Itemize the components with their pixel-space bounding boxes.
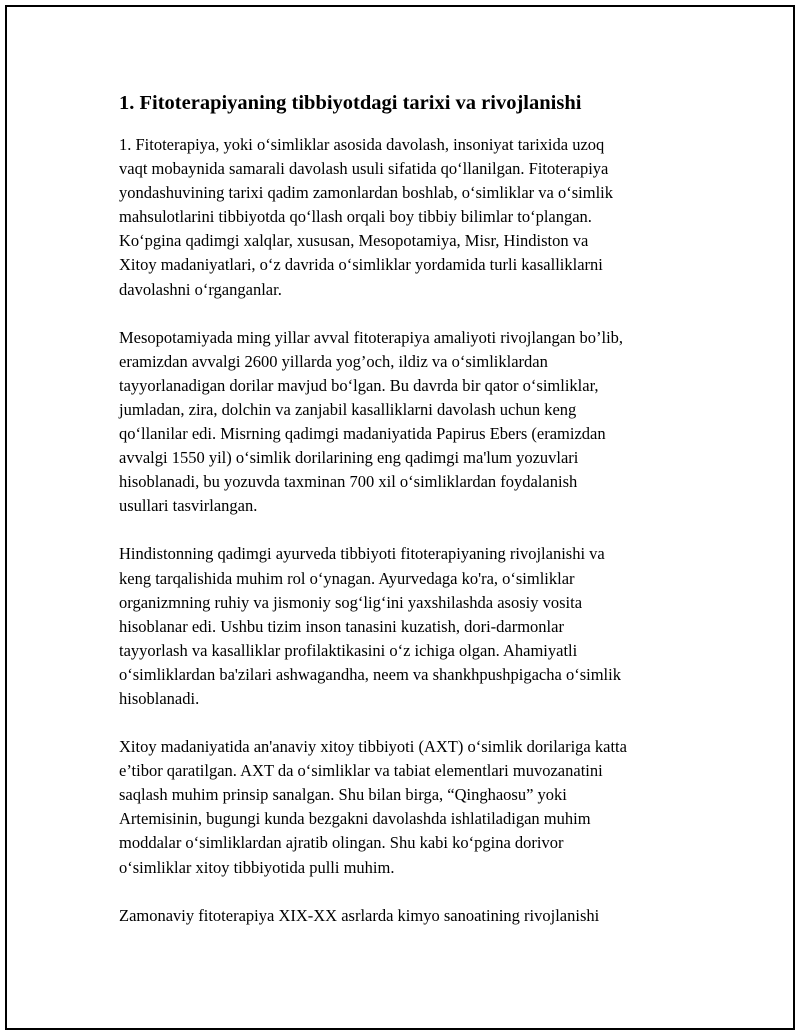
text-line: keng tarqalishida muhim rol o‘ynagan. Ayurvedaga ko'ra, o‘simliklar [119,568,575,588]
paragraph-modern [119,904,719,928]
text-line: o‘simliklardan ba'zilari ashwagandha, neem va shankhpushpigacha o‘simlik [119,664,621,684]
text-line: vaqt mobaynida samarali davolash usuli sifatida qo‘llanilgan. Fitoterapiya [119,159,609,179]
text-line: organizmning ruhiy va jismoniy sog‘lig‘ini yaxshilashda asosiy vosita [119,592,583,612]
text-line: Hindistonning qadimgi ayurveda tibbiyoti fitoterapiyaning rivojlanishi va [119,544,605,564]
text-line: hisoblanadi, bu yozuvda taxminan 700 xil o‘simliklardan foydalanish [119,472,578,492]
text-line: moddalar o‘simliklardan ajratib olingan. Shu kabi ko‘pgina dorivor [119,833,564,853]
text-line: avvalgi 1550 yil) o‘simlik dorilarining eng qadimgi ma'lum yozuvlari [119,448,579,468]
text-line: o‘simliklar xitoy tibbiyotida pulli muhim. [119,857,395,877]
text-line: Xitoy madaniyatlari, o‘z davrida o‘simliklar yordamida turli kasalliklarni [119,255,603,275]
text-line: tayyorlash va kasalliklar profilaktikasini o‘z ichiga olgan. Ahamiyatli [119,640,578,660]
text-line: eramizdan avvalgi 2600 yillarda yog’och, ildiz va o‘simliklardan [119,351,548,371]
text-line: usullari tasvirlangan. [119,496,258,516]
text-line: Mesopotamiyada ming yillar avval fitoterapiya amaliyoti rivojlangan bo’lib, [119,327,624,347]
text-line: mahsulotlarini tibbiyotda qo‘llash orqali boy tibbiy bilimlar to‘plangan. [119,207,592,227]
text-line: tayyorlanadigan dorilar mavjud bo‘lgan. Bu davrda bir qator o‘simliklar, [119,375,599,395]
text-line: saqlash muhim prinsip sanalgan. Shu bilan birga, “Qinghaosu” yoki [119,785,567,805]
section-heading: 1. Fitoterapiyaning tibbiyotdagi tarixi va rivojlanishi [119,92,582,114]
text-line: hisoblanadi. [119,688,200,708]
paragraph-india [119,542,719,711]
paragraph-intro [119,133,719,302]
text-line: Zamonaviy fitoterapiya XIX-XX asrlarda kimyo sanoatining rivojlanishi [119,905,600,925]
document-content [119,89,719,928]
paragraph-mesopotamia [119,326,719,519]
document-page [5,5,795,1030]
text-line: jumladan, zira, dolchin va zanjabil kasalliklarni davolash uchun keng [119,399,577,419]
text-line: Xitoy madaniyatida an'anaviy xitoy tibbiyoti (AXT) o‘simlik dorilariga katta [119,737,627,757]
text-line: yondashuvining tarixi qadim zamonlardan boshlab, o‘simliklar va o‘simlik [119,183,613,203]
text-line: davolashni o‘rganganlar. [119,279,282,299]
text-line: Ko‘pgina qadimgi xalqlar, xususan, Mesopotamiya, Misr, Hindiston va [119,231,589,251]
text-line: hisoblanar edi. Ushbu tizim inson tanasini kuzatish, dori-darmonlar [119,616,564,636]
paragraph-china [119,735,719,880]
text-line: e’tibor qaratilgan. AXT da o‘simliklar va tabiat elementlari muvozanatini [119,761,603,781]
text-line: Artemisinin, bugungi kunda bezgakni davolashda ishlatiladigan muhim [119,809,591,829]
text-line: 1. Fitoterapiya, yoki o‘simliklar asosida davolash, insoniyat tarixida uzoq [119,135,605,154]
text-line: qo‘llanilar edi. Misrning qadimgi madaniyatida Papirus Ebers (eramizdan [119,424,606,444]
